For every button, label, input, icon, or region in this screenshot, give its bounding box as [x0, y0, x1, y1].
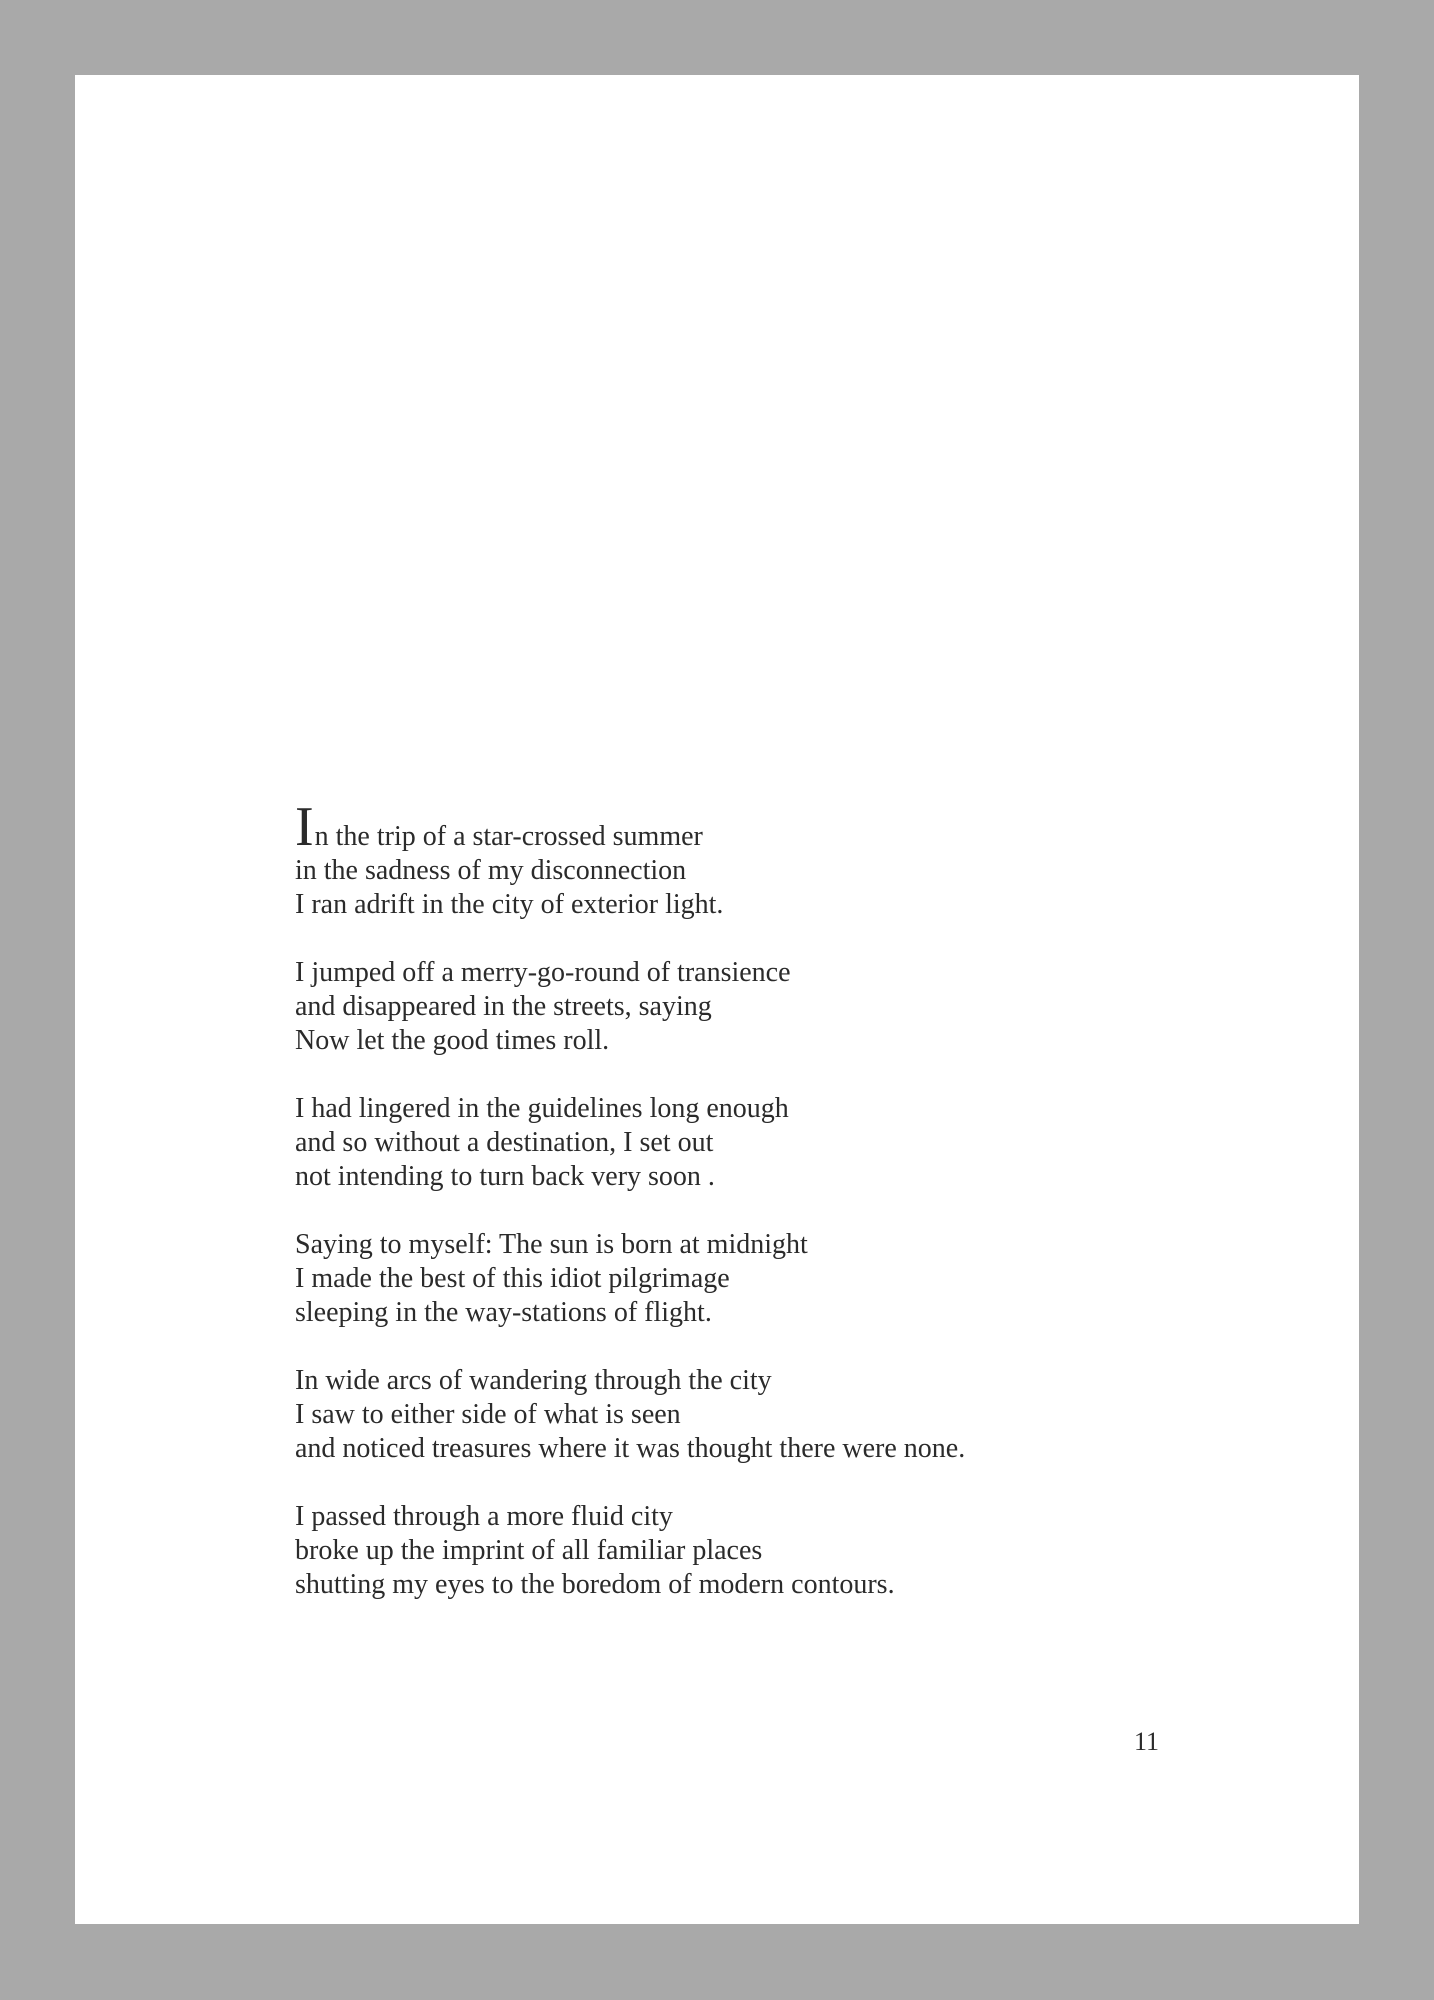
poem-line: in the sadness of my disconnection [295, 855, 687, 886]
poem-line: I ran adrift in the city of exterior light. [295, 889, 724, 920]
document-page [75, 75, 1359, 1924]
stanza [295, 956, 1295, 1058]
poem-line [295, 796, 1295, 858]
poem-line-text: n the trip of a star-crossed summer [314, 821, 703, 852]
poem-line: and disappeared in the streets, saying [295, 991, 712, 1022]
poem-line: shutting my eyes to the boredom of modern contours. [295, 1569, 895, 1600]
poem-line: I passed through a more fluid city [295, 1501, 673, 1532]
poem-line: not intending to turn back very soon . [295, 1161, 715, 1192]
stanza [295, 1228, 1295, 1330]
poem-line: I made the best of this idiot pilgrimage [295, 1263, 730, 1294]
poem-line: I had lingered in the guidelines long enough [295, 1093, 789, 1124]
poem-line: sleeping in the way-stations of flight. [295, 1297, 712, 1328]
drop-cap: I [295, 796, 314, 858]
poem-body [295, 796, 1295, 1602]
poem-line: and so without a destination, I set out [295, 1127, 714, 1158]
poem-line: I saw to either side of what is seen [295, 1399, 681, 1430]
poem-line: and noticed treasures where it was thought there were none. [295, 1433, 966, 1464]
stanza [295, 1092, 1295, 1194]
stanza [295, 1364, 1295, 1466]
poem-line: I jumped off a merry-go-round of transience [295, 957, 791, 988]
page-number: 11 [1133, 1727, 1159, 1756]
poem-line: Now let the good times roll. [295, 1025, 610, 1056]
poem-line: In wide arcs of wandering through the city [295, 1365, 772, 1396]
stanza [295, 796, 1295, 922]
poem-line: Saying to myself: The sun is born at midnight [295, 1229, 808, 1260]
poem-line: broke up the imprint of all familiar places [295, 1535, 763, 1566]
stanza [295, 1500, 1295, 1602]
